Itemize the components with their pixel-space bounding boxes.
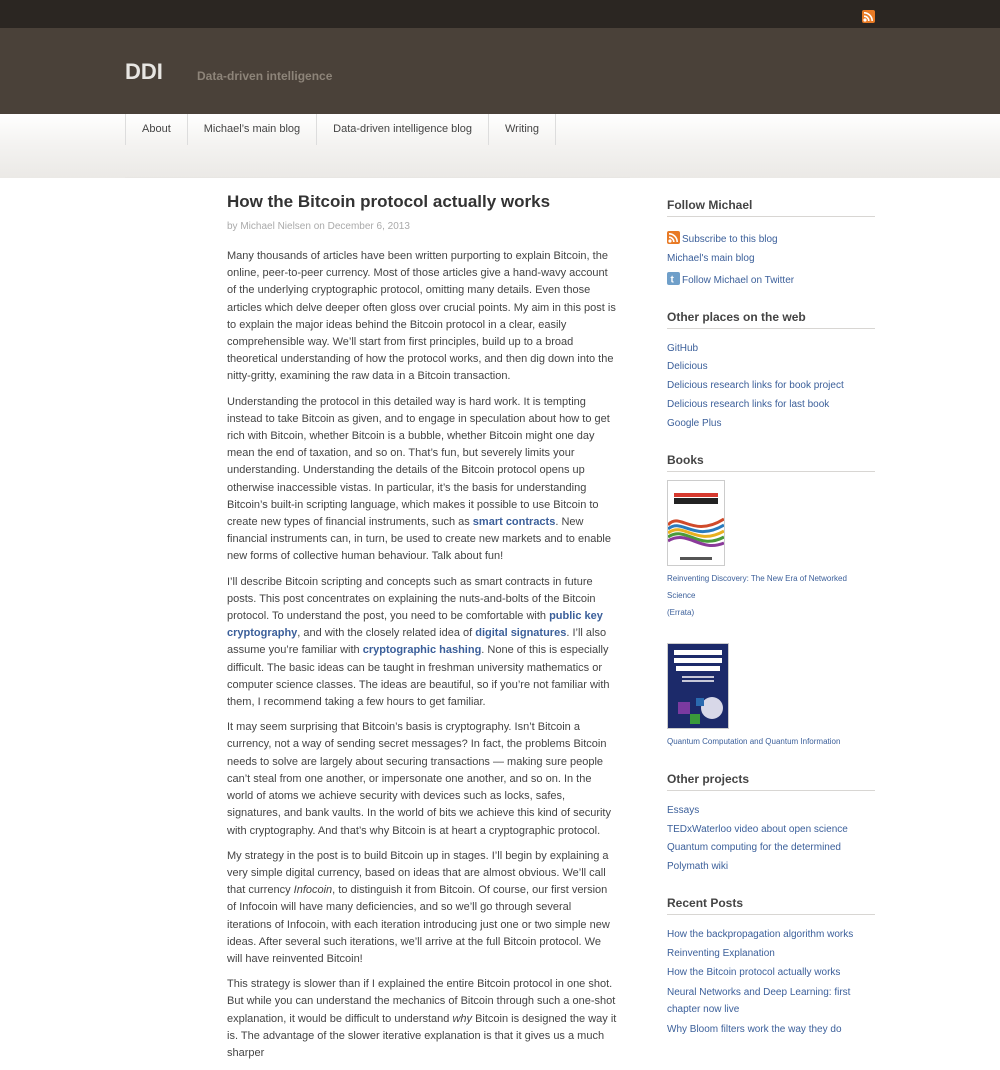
recent-post-link[interactable]: Reinventing Explanation: [667, 947, 775, 959]
site-header: [0, 28, 1000, 114]
rss-feed-icon[interactable]: [862, 10, 875, 23]
essays-link[interactable]: Essays: [667, 804, 700, 816]
main-nav: [125, 114, 556, 145]
widget-follow: [667, 198, 875, 287]
text-run: I’ll describe Bitcoin scripting and concepts such as smart contracts in future posts. This post concentrates on explaining the nuts-and-bolts of the Bitcoin protocol. To understand the post, you need to be comfortable with: [227, 575, 596, 623]
widget-other-projects: [667, 772, 875, 873]
link-label: Subscribe to this blog: [682, 234, 778, 245]
book-link-reinventing-discovery[interactable]: [667, 570, 875, 621]
text-run: Bitcoin is designed the way it is. The advantage of the slower iterative explanation is that it gives us a much sharper: [227, 1012, 617, 1059]
widget-title: Other places on the web: [667, 310, 875, 329]
nav-item-about[interactable]: About: [126, 114, 188, 145]
delicious-last-book-link[interactable]: Delicious research links for last book: [667, 398, 830, 410]
link-label: Follow Michael on Twitter: [682, 274, 795, 286]
twitter-link[interactable]: [667, 272, 875, 287]
post-paragraph: [227, 848, 617, 968]
rss-icon: [667, 231, 680, 244]
twitter-icon: [667, 272, 680, 285]
google-plus-link[interactable]: Google Plus: [667, 417, 722, 429]
post-meta: by Michael Nielsen on December 6, 2013: [227, 221, 410, 232]
post: [227, 191, 617, 1070]
errata-link[interactable]: (Errata): [667, 607, 695, 617]
book-cover-quantum-computation[interactable]: [667, 643, 729, 729]
text-run: Understanding the protocol in this detailed way is hard work. It is tempting instead to take Bitcoin as given, and to engage in speculation about how to get rich with Bitcoin, whether Bitcoin is a bubble, whether Bitcoin might one day mean the end of taxation, and so on. That’s fun, but severely limits your understanding. Understanding the details of the Bitcoin protocol opens up otherwise inaccessible vistas. In particular, it’s the basis for understanding Bitcoin’s built-in scripting language, which makes it possible to use Bitcoin to create new types of financial instruments, such as: [227, 395, 610, 529]
recent-post-link[interactable]: Why Bloom filters work the way they do: [667, 1024, 842, 1036]
text-run: . None of this is especially difficult. The basic ideas can be taught in freshman university mathematics or computer science classes. The ideas are beautiful, so if you’re not familiar with them, I recommend taking a few hours to get familiar.: [227, 644, 610, 709]
post-paragraph: It may seem surprising that Bitcoin’s basis is cryptography. Isn’t Bitcoin a currency, not a way of sending secret messages? In fact, the problems Bitcoin needs to solve are largely about securing transactions — making sure people can’t steal from one another, or impersonate one another, and so on. In the world of atoms we achieve security with devices such as locks, safes, signatures, and bank vaults. In the world of bits we achieve this kind of security with cryptography. And that’s why Bitcoin is at heart a cryptographic protocol.: [227, 721, 611, 837]
public-key-cryptography-link[interactable]: public key cryptography: [227, 610, 603, 640]
content-divider: [125, 177, 630, 178]
post-paragraph: [227, 394, 617, 566]
recent-post-link[interactable]: Neural Networks and Deep Learning: first chapter now live: [667, 986, 851, 1015]
site-description: Data-driven intelligence: [197, 69, 333, 83]
github-link[interactable]: GitHub: [667, 342, 699, 354]
widget-title: Recent Posts: [667, 896, 875, 915]
text-run: . I’ll also assume you’re familiar with: [227, 627, 607, 657]
top-bar: [0, 0, 1000, 28]
nav-item-ddi-blog[interactable]: Data-driven intelligence blog: [317, 114, 489, 145]
widget-title: Other projects: [667, 772, 875, 791]
sidebar: [667, 198, 875, 1059]
delicious-link[interactable]: Delicious: [667, 361, 708, 373]
post-body: [227, 248, 617, 1062]
nav-item-writing[interactable]: Writing: [489, 114, 556, 145]
cryptographic-hashing-link[interactable]: cryptographic hashing: [362, 644, 482, 657]
delicious-book-project-link[interactable]: Delicious research links for book project: [667, 380, 844, 392]
book-cover-reinventing-discovery[interactable]: [667, 480, 725, 566]
book-title: Reinventing Discovery: The New Era of Networked Science: [667, 573, 847, 600]
quantum-computing-link[interactable]: Quantum computing for the determined: [667, 842, 841, 854]
tedx-link[interactable]: TEDxWaterloo video about open science: [667, 823, 848, 835]
recent-post-link[interactable]: How the Bitcoin protocol actually works: [667, 966, 841, 978]
widget-books: [667, 453, 875, 750]
digital-signatures-link[interactable]: digital signatures: [475, 627, 567, 640]
post-paragraph: [227, 976, 617, 1062]
svg-text:t: t: [670, 274, 674, 285]
text-run: My strategy in the post is to build Bitcoin up in stages. I’ll begin by explaining a very simple digital currency, based on ideas that are almost obvious. We’ll call that currency: [227, 849, 609, 897]
widget-title: Books: [667, 453, 875, 472]
widget-title: Follow Michael: [667, 198, 875, 217]
text-run: . New financial instruments can, in turn, be used to create new markets and to enable new forms of collective human behaviour. Talk about fun!: [227, 516, 611, 563]
text-run: , to distinguish it from Bitcoin. Of course, our first version of Infocoin will have many deficiencies, and so we’ll go through several iterations of Infocoin, with each iteration introducing just one or two simple new ideas. After several such iterations, we’ll arrive at the full Bitcoin protocol. We will have reinvented Bitcoin!: [227, 884, 610, 965]
widget-recent-posts: [667, 896, 875, 1036]
subscribe-link[interactable]: [667, 231, 875, 246]
emphasis: Infocoin: [293, 884, 333, 897]
book-link-quantum-computation[interactable]: Quantum Computation and Quantum Information: [667, 736, 841, 746]
nav-item-main-blog[interactable]: Michael’s main blog: [188, 114, 317, 145]
post-paragraph: Many thousands of articles have been written purporting to explain Bitcoin, the online, peer-to-peer currency. Most of those articles give a hand-wavy account of the underlying cryptographic protocol, omitting many details. Even those articles which delve deeper often gloss over crucial points. My aim in this post is to explain the major ideas behind the Bitcoin protocol in a clear, easily comprehensible way. We’ll start from first principles, build up to a broad theoretical understanding of how the protocol works, and then dig down into the nitty-gritty, examining the raw data in a Bitcoin transaction.: [227, 250, 616, 383]
emphasis: why: [452, 1012, 473, 1025]
site-title[interactable]: DDI: [125, 59, 163, 84]
text-run: , and with the closely related idea of: [297, 627, 476, 640]
polymath-wiki-link[interactable]: Polymath wiki: [667, 861, 729, 873]
smart-contracts-link[interactable]: smart contracts: [472, 516, 556, 529]
post-paragraph: [227, 574, 617, 712]
recent-post-link[interactable]: How the backpropagation algorithm works: [667, 929, 854, 941]
post-title[interactable]: How the Bitcoin protocol actually works: [227, 192, 551, 211]
main-blog-link[interactable]: Michael's main blog: [667, 252, 755, 264]
text-run: This strategy is slower than if I explained the entire Bitcoin protocol in one shot. But while you can understand the mechanics of Bitcoin through such a one-shot explanation, it would be difficult to understand: [227, 978, 616, 1025]
widget-other-places: [667, 310, 875, 430]
